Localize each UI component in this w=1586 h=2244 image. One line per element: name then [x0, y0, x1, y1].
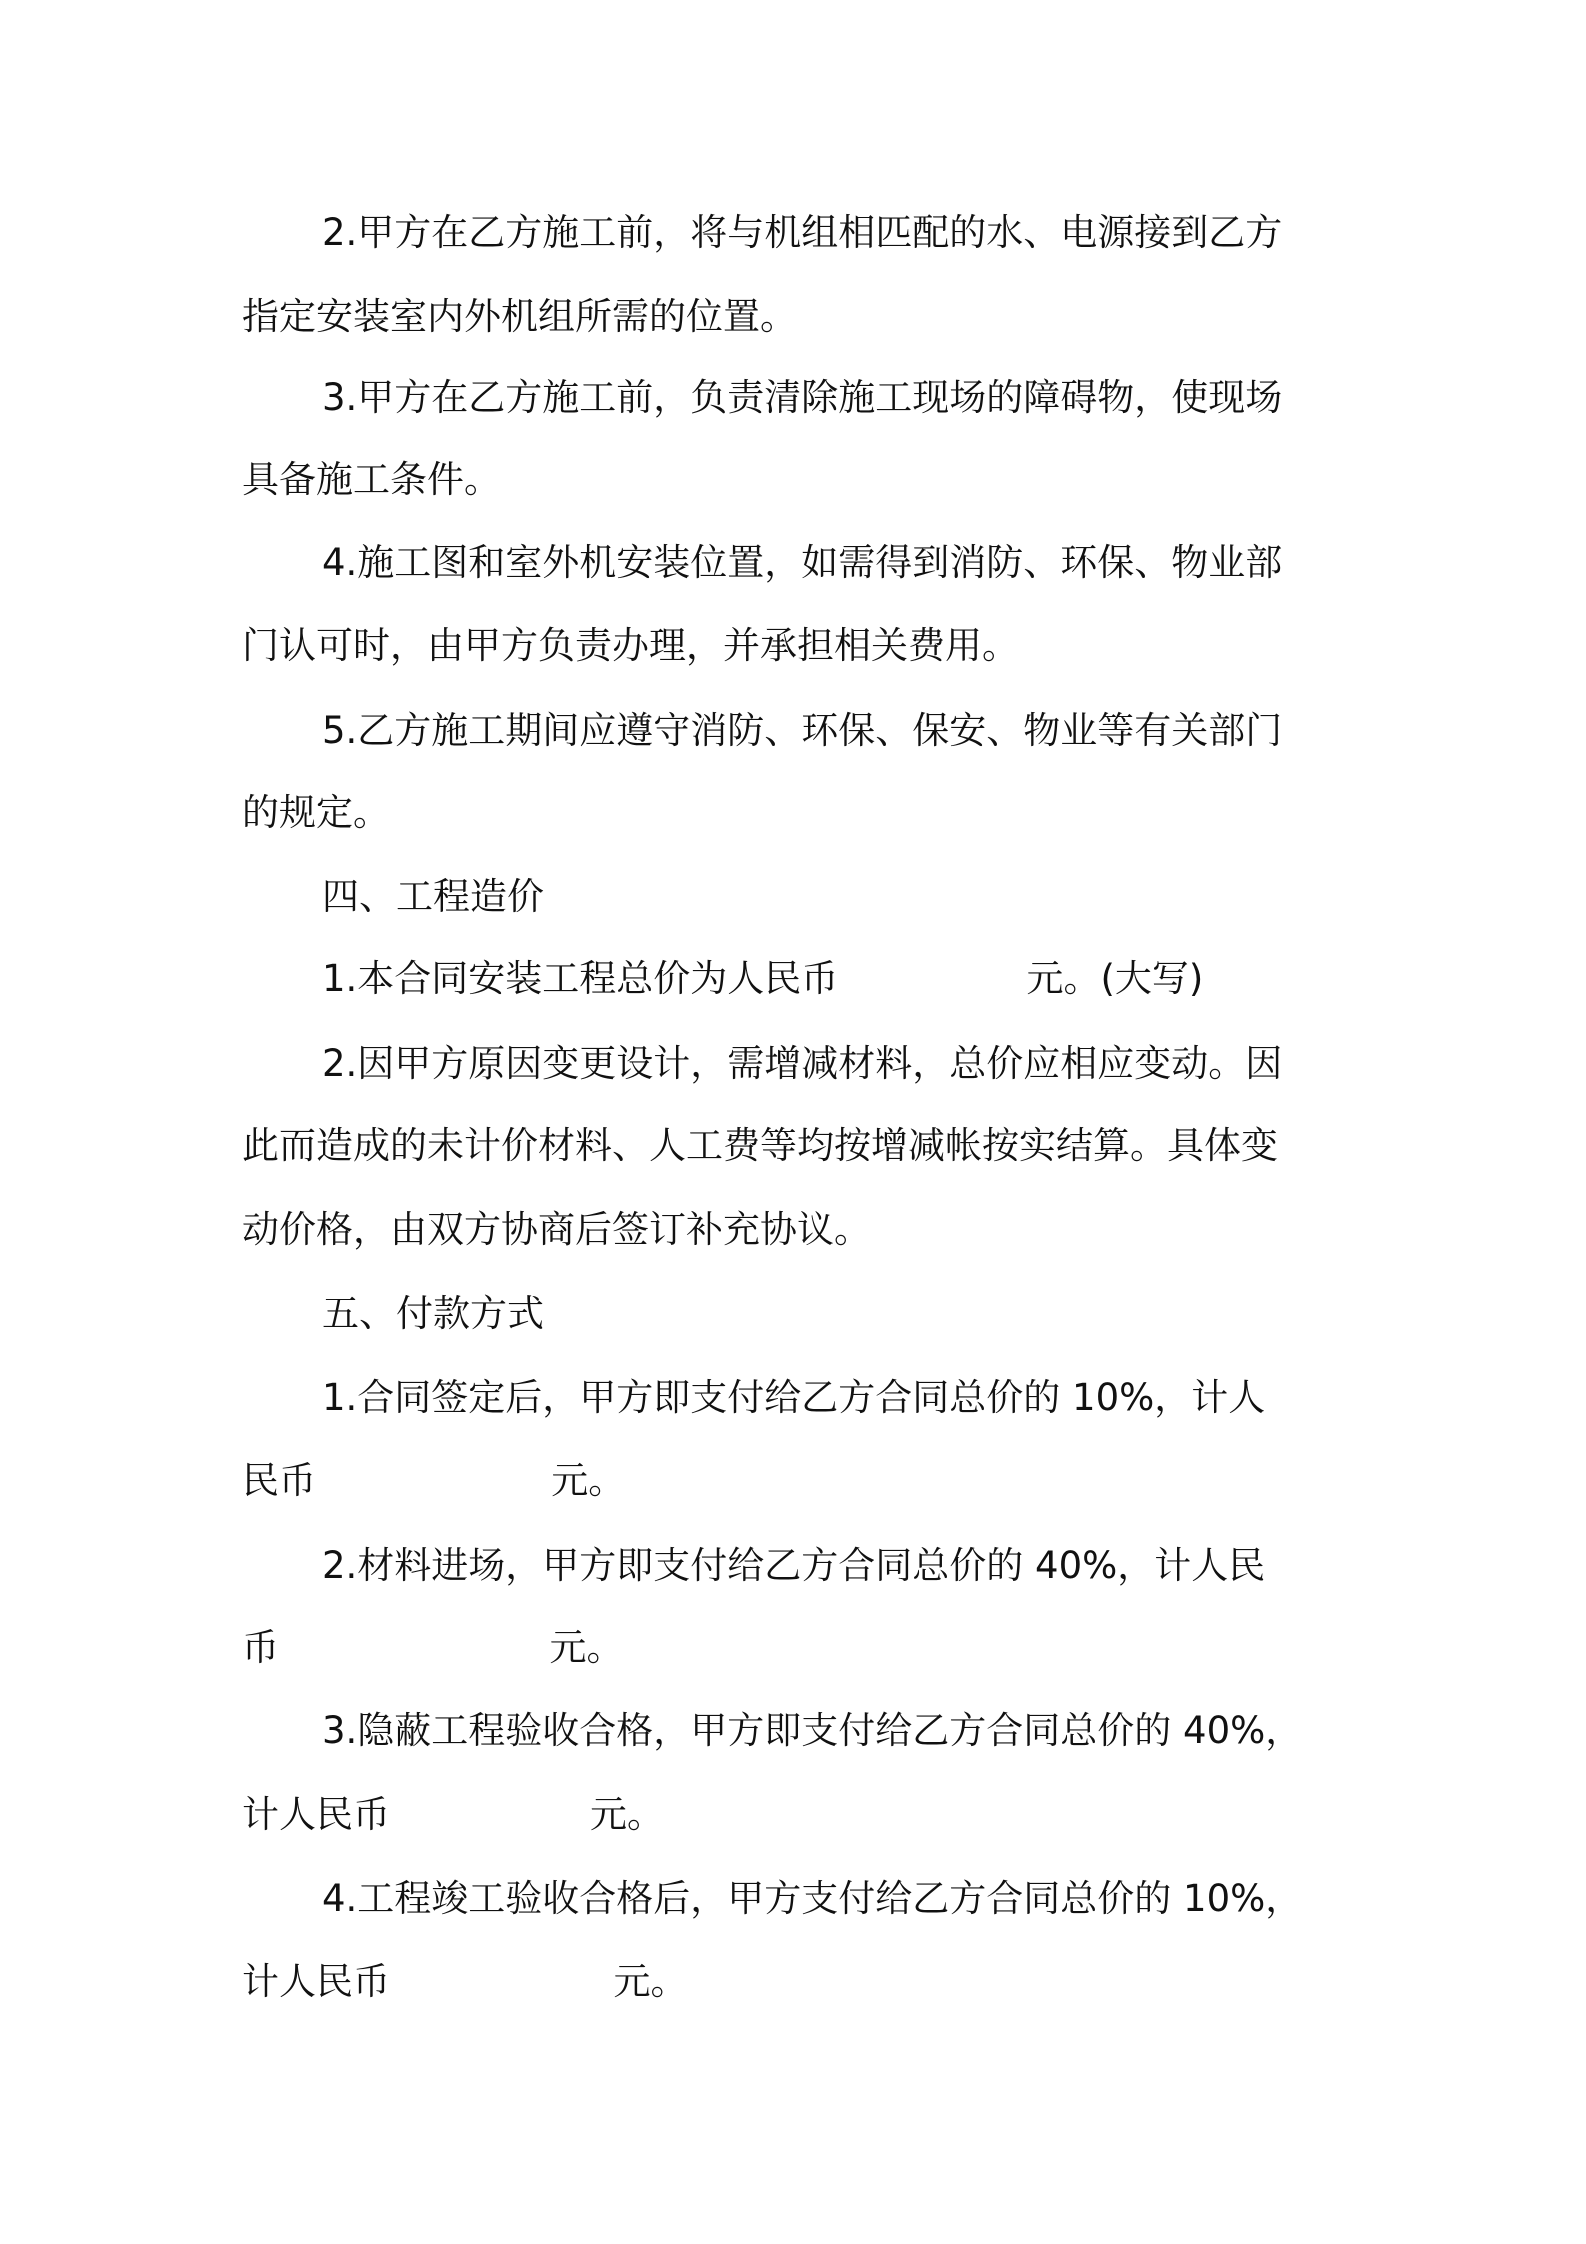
clause-4-2-line-2: 此而造成的未计价材料、人工费等均按增减帐按实结算。具体变 — [242, 1124, 1278, 1167]
clause-3-3-line-1: 3.甲方在乙方施工前，负责清除施工现场的障碍物，使现场 — [322, 376, 1283, 419]
section-heading-5: 五、付款方式 — [322, 1292, 544, 1335]
clause-5-1-line-2: 民币 元。 — [242, 1459, 626, 1502]
section-heading-4: 四、工程造价 — [322, 875, 544, 918]
clause-3-5-line-2: 的规定。 — [242, 791, 390, 834]
clause-4-2-line-1: 2.因甲方原因变更设计，需增减材料，总价应相应变动。因 — [322, 1042, 1283, 1085]
clause-3-3-line-2: 具备施工条件。 — [242, 458, 501, 501]
clause-5-1-line-1: 1.合同签定后，甲方即支付给乙方合同总价的 10%，计人 — [322, 1376, 1266, 1419]
clause-4-1-line-1: 1.本合同安装工程总价为人民币 元。(大写) — [322, 957, 1204, 1000]
clause-3-2-line-2: 指定安装室内外机组所需的位置。 — [242, 295, 797, 338]
clause-3-4-line-2: 门认可时，由甲方负责办理，并承担相关费用。 — [242, 624, 1019, 667]
clause-5-4-line-1: 4.工程竣工验收合格后，甲方支付给乙方合同总价的 10%， — [322, 1877, 1303, 1920]
clause-4-2-line-3: 动价格，由双方协商后签订补充协议。 — [242, 1208, 871, 1251]
clause-3-2-line-1: 2.甲方在乙方施工前，将与机组相匹配的水、电源接到乙方 — [322, 211, 1283, 254]
clause-5-2-line-1: 2.材料进场，甲方即支付给乙方合同总价的 40%，计人民 — [322, 1544, 1266, 1587]
clause-5-2-line-2: 币 元。 — [242, 1626, 624, 1669]
clause-5-4-line-2: 计人民币 元。 — [242, 1960, 688, 2003]
clause-3-5-line-1: 5.乙方施工期间应遵守消防、环保、保安、物业等有关部门 — [322, 709, 1283, 752]
clause-5-3-line-1: 3.隐蔽工程验收合格，甲方即支付给乙方合同总价的 40%， — [322, 1709, 1303, 1752]
clause-5-3-line-2: 计人民币 元。 — [242, 1793, 664, 1836]
clause-3-4-line-1: 4.施工图和室外机安装位置，如需得到消防、环保、物业部 — [322, 541, 1283, 584]
